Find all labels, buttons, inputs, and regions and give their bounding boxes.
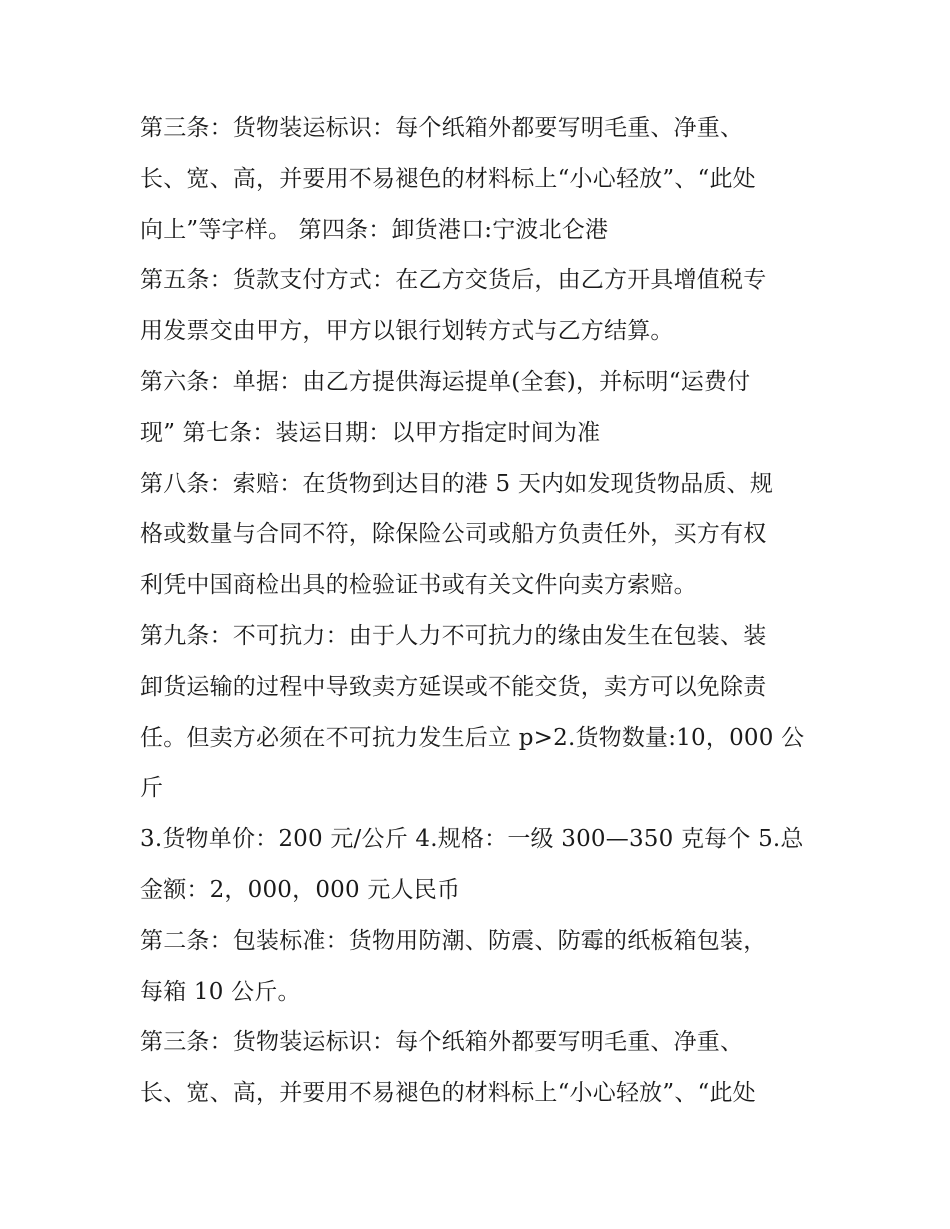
text-line: 用发票交由甲方，甲方以银行划转方式与乙方结算。 <box>140 318 674 345</box>
text-line: 第三条：货物装运标识：每个纸箱外都要写明毛重、净重、 <box>140 1029 744 1056</box>
document-body <box>140 103 820 1119</box>
text-line: 第八条：索赔：在货物到达目的港 5 天内如发现货物品质、规 <box>140 470 774 497</box>
text-line: 格或数量与合同不符，除保险公司或船方负责任外，买方有权 <box>140 521 767 548</box>
text-line: 斤 <box>140 775 164 802</box>
text-line: 金额：2，000，000 元人民币 <box>140 876 461 903</box>
text-line: 第九条：不可抗力：由于人力不可抗力的缘由发生在包装、装 <box>140 622 767 649</box>
text-line: 每箱 10 公斤。 <box>140 978 301 1005</box>
text-line: 卸货运输的过程中导致卖方延误或不能交货，卖方可以免除责 <box>140 673 767 700</box>
text-line: 第三条：货物装运标识：每个纸箱外都要写明毛重、净重、 <box>140 115 744 141</box>
text-line: 现” 第七条：装运日期：以甲方指定时间为准 <box>140 419 601 446</box>
text-line: 向上”等字样。 第四条：卸货港口:宁波北仑港 <box>140 216 609 243</box>
text-line: 长、宽、高，并要用不易褪色的材料标上“小心轻放”、“此处 <box>140 165 756 192</box>
text-line: 任。但卖方必须在不可抗力发生后立 p>2.货物数量:10，000 公 <box>140 724 805 751</box>
text-line: 长、宽、高，并要用不易褪色的材料标上“小心轻放”、“此处 <box>140 1080 756 1107</box>
text-line: 3.货物单价：200 元/公斤 4.规格：一级 300—350 克每个 5.总 <box>140 826 804 853</box>
text-line: 利凭中国商检出具的检验证书或有关文件向卖方索赔。 <box>140 572 697 599</box>
text-line: 第二条：包装标准：货物用防潮、防震、防霉的纸板箱包装， <box>140 927 767 954</box>
text-line: 第五条：货款支付方式：在乙方交货后，由乙方开具增值税专 <box>140 267 767 294</box>
text-line: 第六条：单据：由乙方提供海运提单(全套)，并标明“运费付 <box>140 368 751 395</box>
